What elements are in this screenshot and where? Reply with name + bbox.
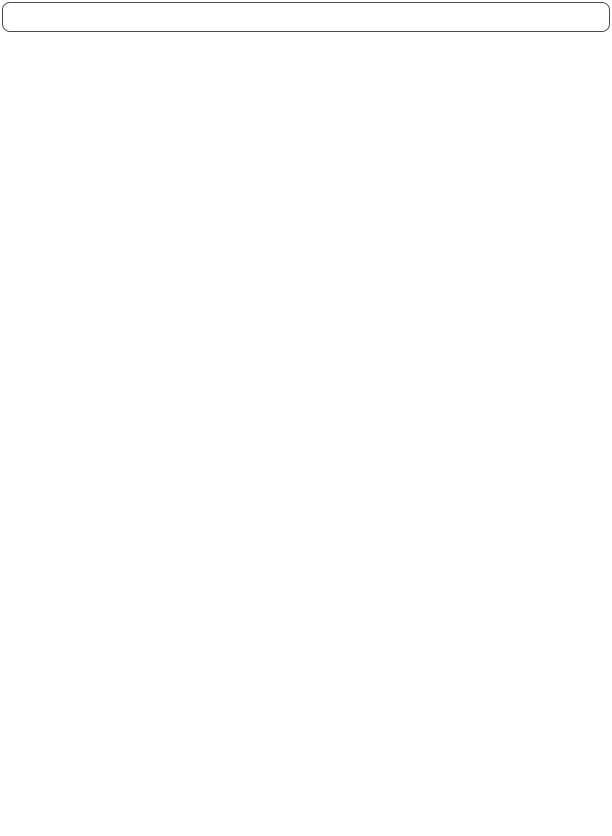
diagram-title-box [2, 2, 610, 32]
